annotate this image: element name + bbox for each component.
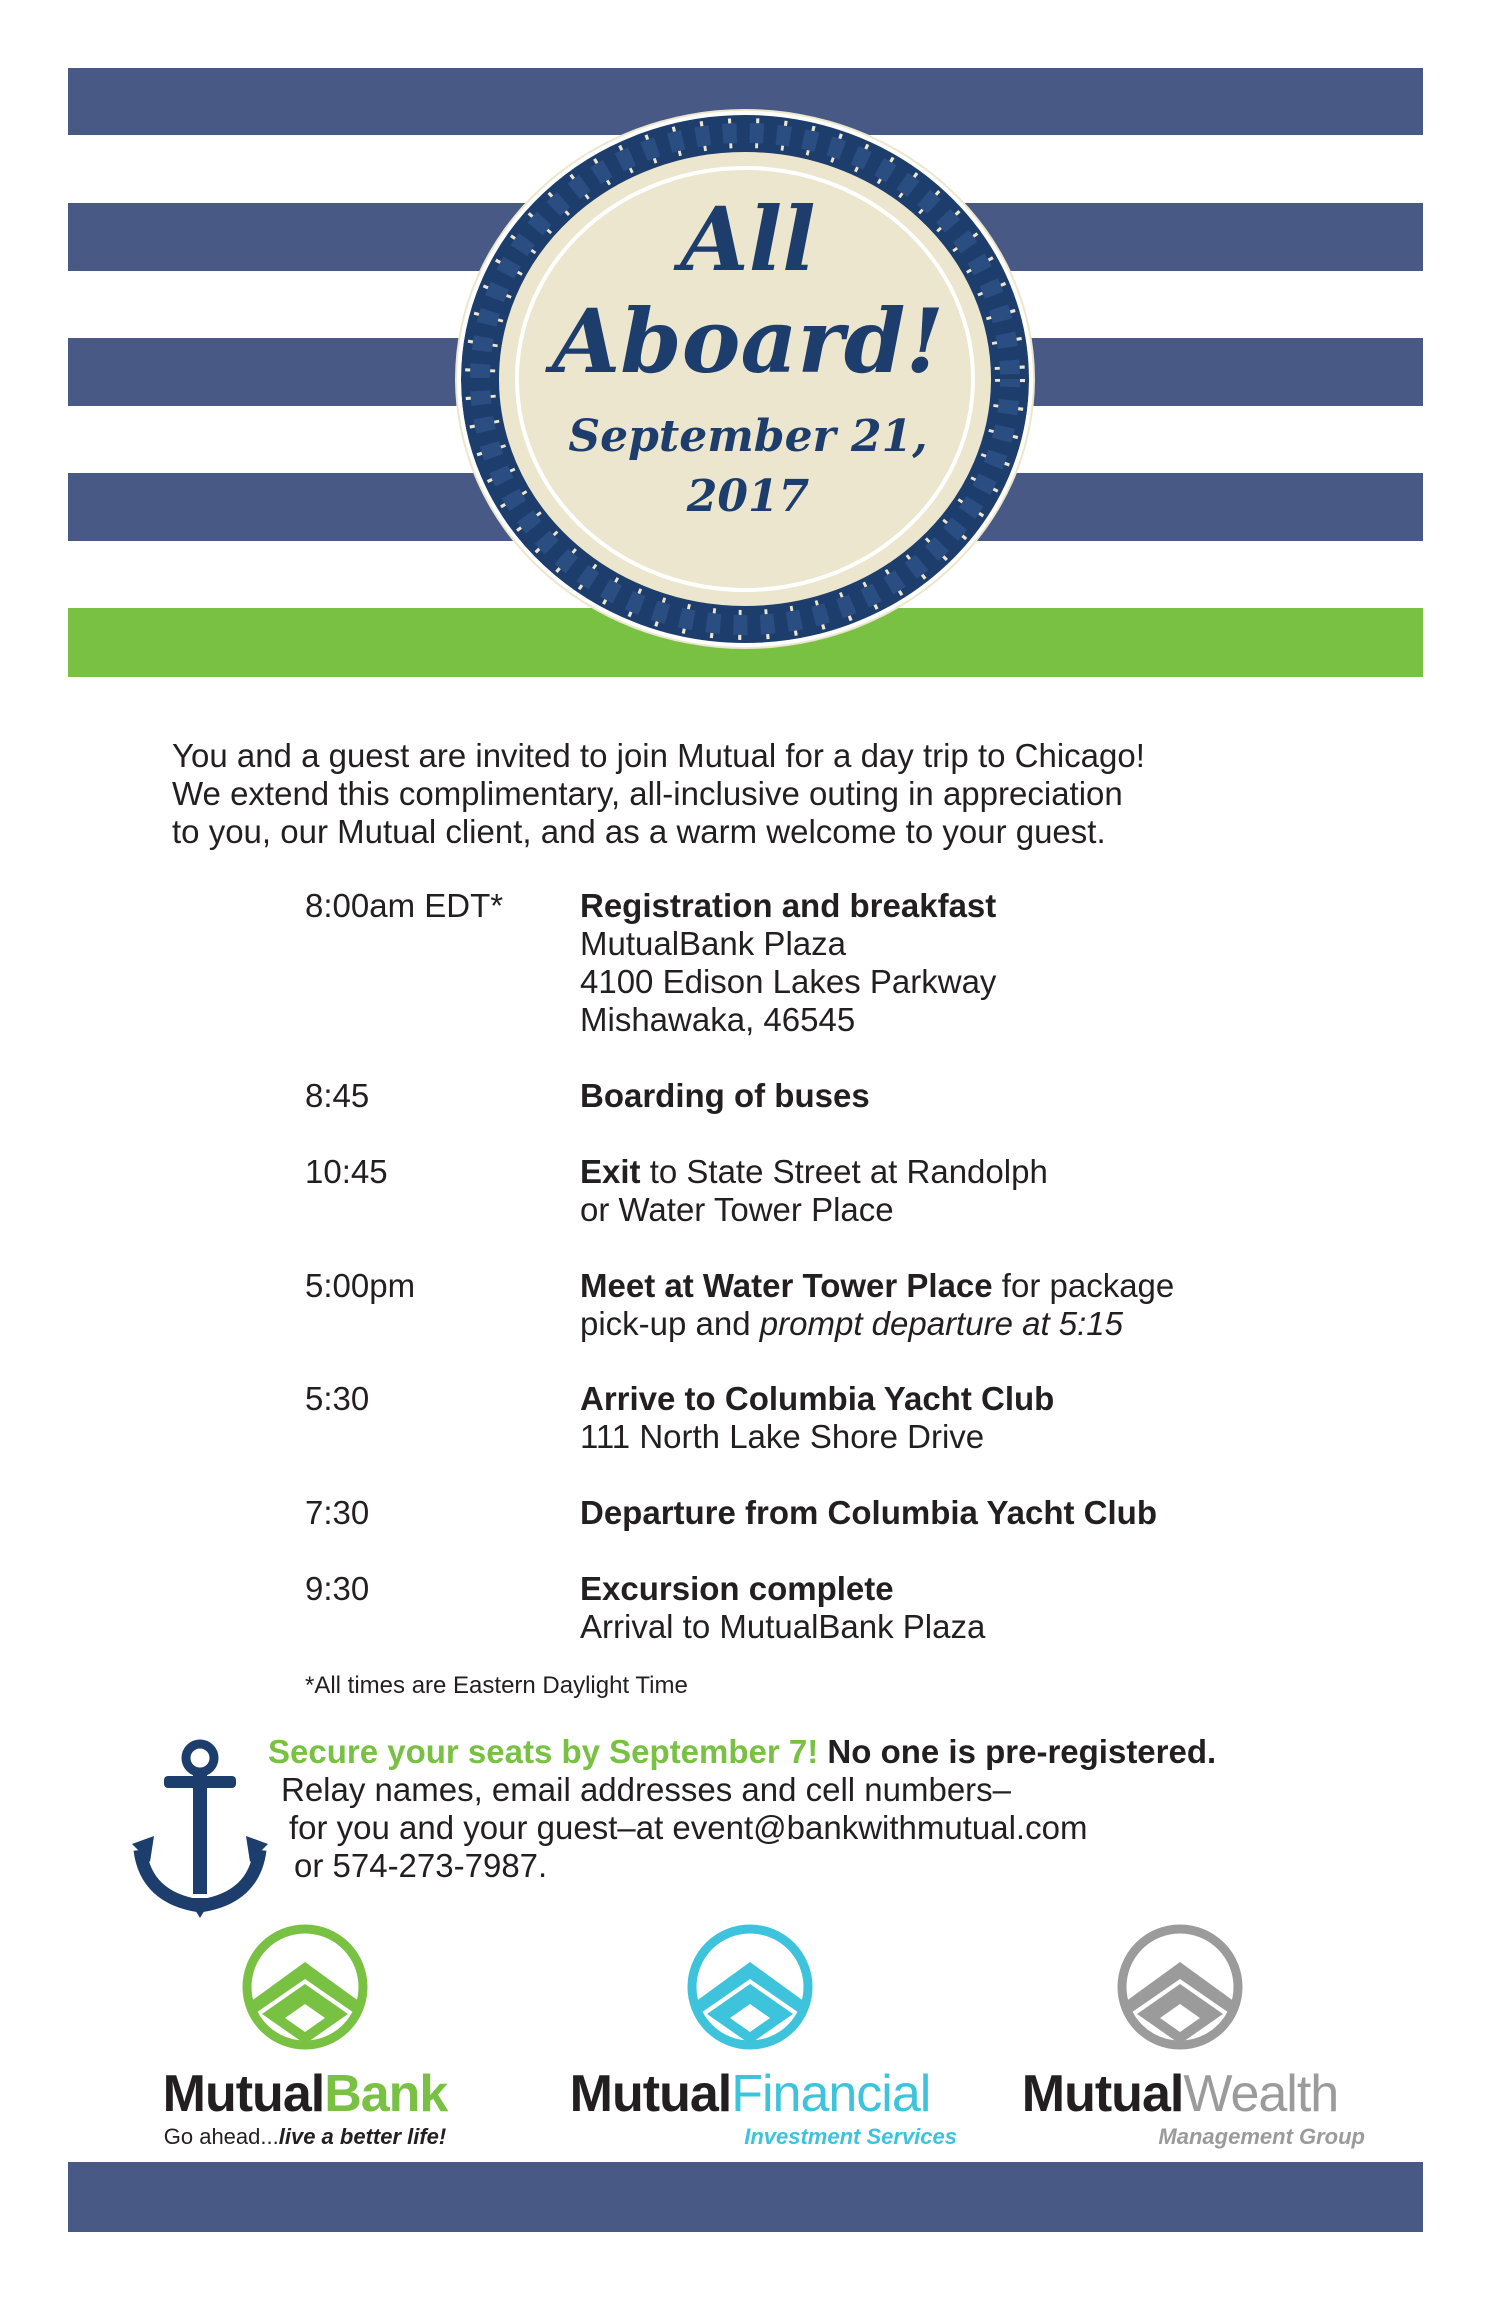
mutualfinancial-name	[535, 2064, 965, 2124]
logo-name-a: Mutual	[569, 2065, 732, 2123]
mutualbank-name	[140, 2064, 470, 2124]
badge-date-line2: 2017	[686, 471, 810, 522]
schedule-title: Boarding of buses	[580, 1077, 870, 1114]
intro-paragraph	[172, 737, 1372, 851]
mutualfinancial-mark-icon	[685, 1922, 815, 2052]
mutualbank-tagline	[140, 2124, 470, 2150]
schedule-title: Excursion complete	[580, 1570, 894, 1607]
schedule-detail-italic: prompt departure at 5:15	[759, 1305, 1124, 1342]
footnote: *All times are Eastern Daylight Time	[305, 1672, 688, 1699]
schedule-desc	[580, 1494, 1340, 1532]
logo-name-b: Wealth	[1183, 2065, 1339, 2123]
schedule-detail: Arrival to MutualBank Plaza	[580, 1608, 986, 1645]
schedule-desc	[580, 1153, 1340, 1229]
mutualfinancial-tagline: Investment Services	[744, 2124, 957, 2149]
schedule-detail: or Water Tower Place	[580, 1191, 894, 1228]
rsvp-deadline: Secure your seats by September 7!	[268, 1733, 819, 1770]
schedule-title: Registration and breakfast	[580, 887, 997, 924]
logo-tag-b: live a better life!	[278, 2124, 447, 2149]
intro-line: to you, our Mutual client, and as a warm welcome to your guest.	[172, 813, 1106, 850]
logo-name-a: Mutual	[162, 2065, 325, 2123]
intro-line: You and a guest are invited to join Mutual for a day trip to Chicago!	[172, 737, 1145, 774]
mutualfinancial-logo	[535, 1922, 965, 2150]
schedule-title: Departure from Columbia Yacht Club	[580, 1494, 1157, 1531]
badge-text	[518, 188, 978, 528]
schedule-desc	[580, 1570, 1340, 1646]
schedule-detail: pick-up and	[580, 1305, 760, 1342]
mutualwealth-logo	[985, 1922, 1375, 2150]
schedule-time: 8:00am EDT*	[305, 887, 504, 924]
schedule-title: Arrive to Columbia Yacht Club	[580, 1380, 1055, 1417]
intro-line: We extend this complimentary, all-inclusive outing in appreciation	[172, 775, 1123, 812]
schedule-time: 5:30	[305, 1380, 370, 1417]
logo-tag-a: Go ahead...	[163, 2124, 279, 2149]
mutualwealth-tagline: Management Group	[1158, 2124, 1365, 2149]
schedule-title: Meet at Water Tower Place	[580, 1267, 993, 1304]
schedule-title: Exit	[580, 1153, 641, 1190]
mutualbank-mark-icon	[240, 1922, 370, 2052]
badge-date-line1: September 21,	[568, 411, 928, 462]
schedule-time: 7:30	[305, 1494, 370, 1531]
badge-title-line1: All	[680, 187, 816, 291]
schedule-desc	[580, 1267, 1340, 1343]
logo-name-a: Mutual	[1021, 2065, 1184, 2123]
schedule-detail: 111 North Lake Shore Drive	[580, 1418, 985, 1455]
logo-name-b: Financial	[731, 2065, 931, 2123]
schedule-detail: for package	[992, 1267, 1175, 1304]
logo-name-b: Bank	[324, 2065, 448, 2123]
schedule-time: 8:45	[305, 1077, 370, 1114]
schedule-desc	[580, 1077, 1340, 1115]
rsvp-line: or 574-273-7987.	[294, 1847, 548, 1884]
schedule-time: 10:45	[305, 1153, 388, 1190]
schedule-time: 5:00pm	[305, 1267, 416, 1304]
schedule-detail: to State Street at Randolph	[640, 1153, 1048, 1190]
anchor-icon	[132, 1738, 268, 1918]
badge-title-line2: Aboard!	[551, 289, 945, 393]
mutualwealth-name	[985, 2064, 1375, 2124]
schedule-desc	[580, 887, 1340, 1039]
schedule-detail: Mishawaka, 46545	[580, 1001, 856, 1038]
rsvp-line: Relay names, email addresses and cell numbers–	[281, 1771, 1012, 1808]
rsvp-note: No one is pre-registered.	[818, 1733, 1217, 1770]
bottom-stripe	[68, 2162, 1423, 2232]
mutualwealth-mark-icon	[1115, 1922, 1245, 2052]
schedule-time: 9:30	[305, 1570, 370, 1607]
schedule-detail: 4100 Edison Lakes Parkway	[580, 963, 997, 1000]
rsvp-block	[268, 1733, 1216, 1885]
schedule-desc	[580, 1380, 1340, 1456]
mutualbank-logo	[140, 1922, 470, 2150]
schedule-detail: MutualBank Plaza	[580, 925, 846, 962]
rsvp-line: for you and your guest–at event@bankwithmutual.com	[289, 1809, 1088, 1846]
